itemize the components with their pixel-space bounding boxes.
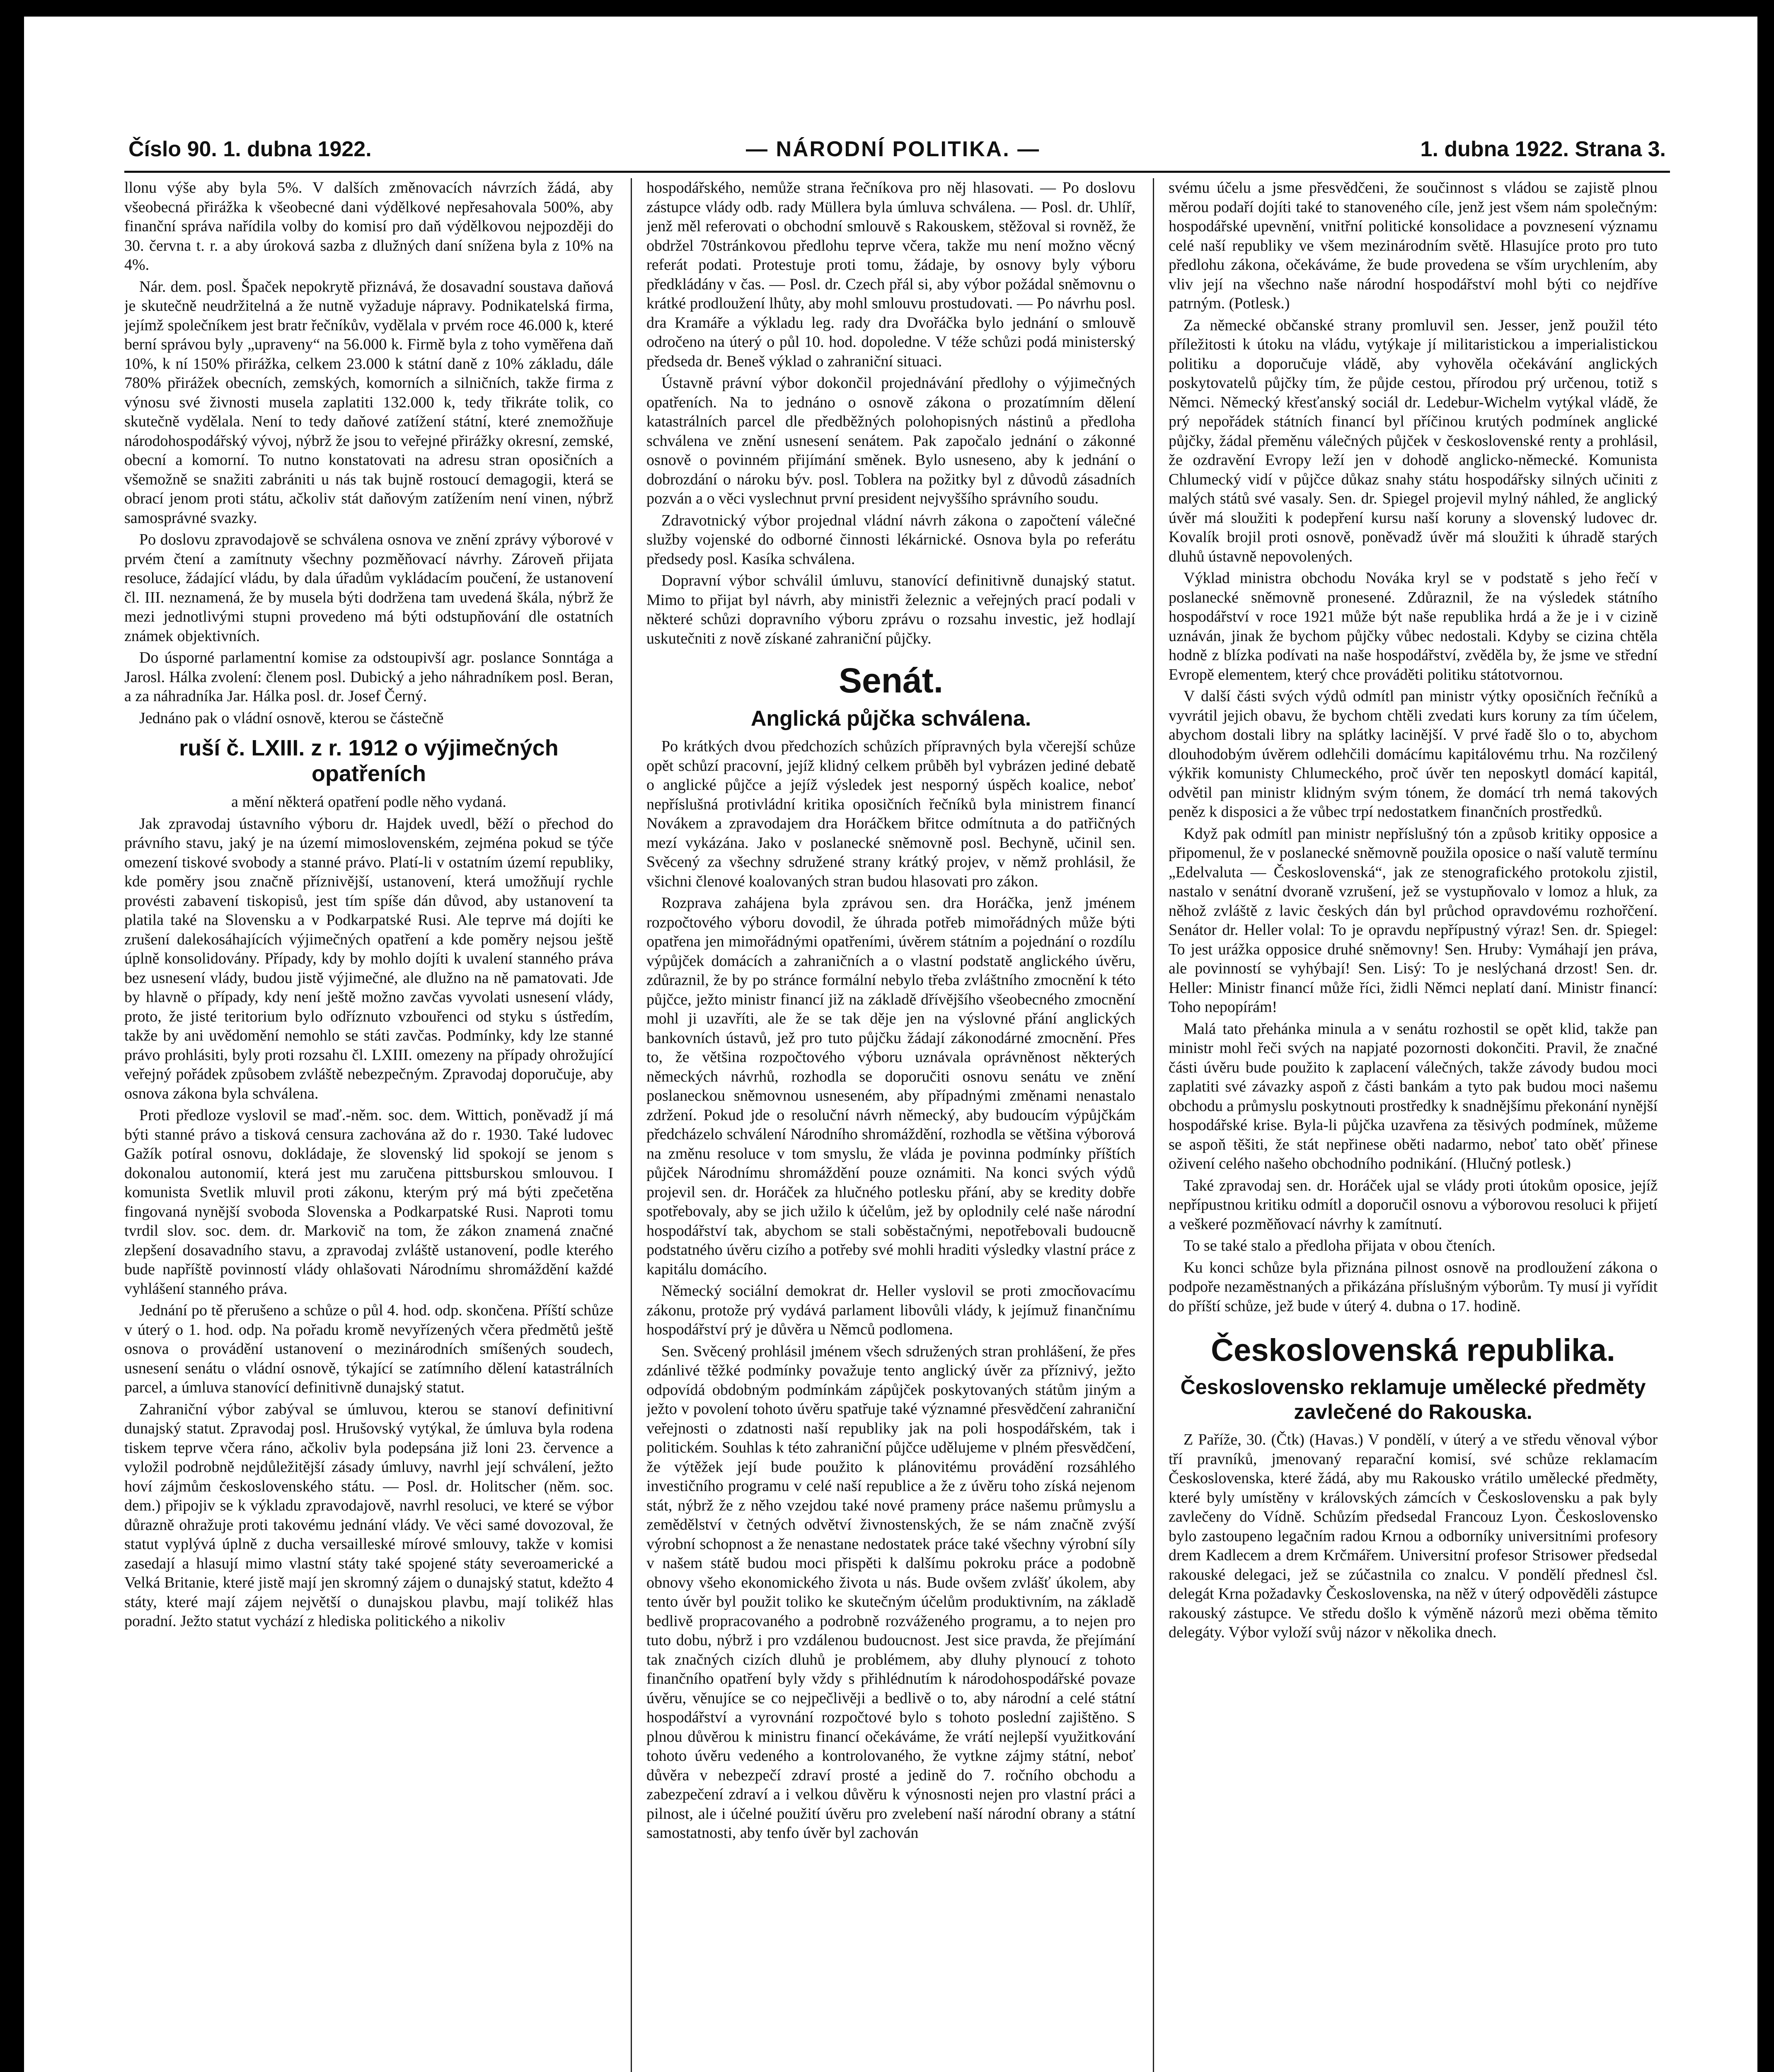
paragraph: Za německé občanské strany promluvil sen. Jesser, jenž použil této příležitosti k útoku na vládu, vytýkaje jí militaristickou a imperialistickou politiku a doporučuje vládě, aby vyhověla očekávání anglických poskytovatelů půjčky tím, že půjde cestou, přírodou prý určenou, totiž s Němci. Německý křesťanský sociál dr. Ledebur-Wichelm vytýkal vládě, že prý nepořádek státních financí byl příčinou krutých podmínek anglické půjčky, žádal přeměnu válečných půjček v československé renty a prohlásil, že ozdravění Evropy leží jen v dohodě anglicko-německé. Komunista Chlumecký vidí v půjčce důkaz snahy státu hospodářsky silných učiniti z malých států své vasaly. Sen. dr. Spiegel projevil mylný náhled, že anglický úvěr má sloužiti k podepření kursu naší koruny a slovenský ludovec dr. Kovalík brojil proti osnově, poněvadž úvěr má sloužiti k úhradě starých dluhů ústavně nepovolených. xyxy=(1169,316,1658,565)
column-divider xyxy=(1153,178,1154,2072)
scan-border-left xyxy=(0,0,24,2072)
page-header xyxy=(124,124,1670,170)
masthead-title: — NÁRODNÍ POLITIKA. — xyxy=(746,137,1041,161)
paragraph: To se také stalo a předloha přijata v obou čteních. xyxy=(1183,1237,1496,1254)
paragraph: Ku konci schůze byla přiznána pilnost osnově na prodloužení zákona o podpoře nezaměstnaných a přikázána příslušným výborům. Ty musí ji vyřídit do příští schůze, jež bude v úterý 4. dubna o 17. hodině. xyxy=(1169,1259,1658,1315)
paragraph: Nár. dem. posl. Špaček nepokrytě přiznává, že dosavadní soustava daňová je skutečně neudržitelná a že nutně vyžaduje nápravy. Podnikatelská firma, jejímž společníkem jest bratr řečníkův, vydělala v prvém roce 46.000 k, které berní správou byly „upraveny“ na 56.000 k. Firmě byla z toho vyměřena daň 10%, k ní 150% přirážka, celkem 23.000 k státní daně z 10% základu, dále 780% přirážek obecních, zemských, komorních a silničních, takže firma z výnosu své živnosti musela zaplatiti 132.000 k, tedy třikráte tolik, co skutečně vydělala. Není to tedy daňové zatížení státní, které znemožňuje národohospodářský vývoj, nýbrž že jsou to veřejné přirážky okresní, zemské, obecní a komorní. To nutno konstatovati na adresu stran oposičních a všemožně se snažiti zabrániti u nás tak bujně rostoucí demagogii, která se obrací jenom proti státu, ačkoliv stát daňovým zatížením není vinen, nýbrž samosprávné svazky. xyxy=(124,278,613,527)
paragraph: Jednáno pak o vládní osnově, kterou se částečně xyxy=(139,709,444,727)
paragraph: Ústavně právní výbor dokončil projednávání předlohy o výjimečných opatřeních. Na to jednáno o osnově zákona o prozatímním dělení katastrálních parcel dle předběžných polohopisných nástinů a předloha schválena ve znění usnesení senátem. Pak započalo jednání o zákonné osnově o povinném přijímání směnek. Bylo usneseno, aby k jednání o dobrozdání o nároku býv. posl. Toblera na požitky byl z důvodů zásadních pozván a o věci vyslechnut první president nejvyššího správního soudu. xyxy=(646,374,1135,507)
paragraph: Výklad ministra obchodu Nováka kryl se v podstatě s jeho řečí v poslanecké sněmovně pronesené. Zdůraznil, že na výsledek státního hospodářství v roce 1921 může být naše republika hrdá a že je i v cizině uznáván, jinak že bychom půjčky vůbec nedostali. Kdyby se cizina chtěla hodně z blízka podívati na naše hospodářství, zvěděla by, že jsme ve střední Evropě elementem, který chce prováděti politiku státotvornou. xyxy=(1169,569,1658,683)
paragraph: Rozprava zahájena byla zprávou sen. dra Horáčka, jenž jménem rozpočtového výboru dovodil, že úhrada potřeb mimořádných může býti opatřena jen mimořádnými opatřeními, úvěrem státním a pojednání o rozdílu výpůjček domácích a zahraničních a o vlastní podstatě anglického úvěru, zdůraznil, že by po stránce formální nebylo třeba zvláštního zmocnění k této půjčce, ježto ministr financí již na základě dřívějšího všeobecného zmocnění mohl ji uzavříti, ale že se tak děje jen na výslovné přání anglických bankovních ústavů, jež pro tuto půjčku žádají zákonodárné zmocnění. Přes to, že většina rozpočtového výboru uznávala oprávněnost některých německých návrhů, rozhodla se doporučiti osnovu senátu ve znění poslaneckou sněmovnou usneseném, aby případnými změnami nenastalo zdržení. Pokud jde o resoluční návrh německý, aby budoucím výpůjčkám předcházelo schválení Národního shromáždění, rozhodla se většina výborová na změnu resoluce v tom smyslu, že vláda je povinna podmínky příštích půjček Národnímu shromáždění pouze oznámiti. Na konci svých výdů projevil sen. dr. Horáček za hlučného potlesku přání, aby se kredity dobře spotřebovaly, aby se jich užilo k účelům, jež by oplodnily celé naše národní hospodářství tak, abychom se stali soběstačnými, nepotřebovali budoucně podstatného úvěru cizího a potřeby své mohli hraditi výsledky vlastní práce z kapitálu domácího. xyxy=(646,894,1135,1278)
paragraph: Také zpravodaj sen. dr. Horáček ujal se vlády proti útokům oposice, jejíž nepřípustnou kritiku odmítl a doporučil osnovu a výborovou resoluci k přijetí a veškeré pozměňovací návrhy k zamítnutí. xyxy=(1169,1176,1658,1233)
paragraph: Zahraniční výbor zabýval se úmluvou, kterou se stanoví definitivní dunajský statut. Zpravodaj posl. Hrušovský vytýkal, že úmluva byla rodena tiskem teprve včera ráno, ačkoliv byla podepsána již loni 23. července a vyložil podrobně nejdůležitější zásady úmluvy, navrhl její schválení, ježto hoví zájmům československého státu. — Posl. dr. Holitscher (něm. soc. dem.) připojiv se k výkladu zpravodajově, navrhl resoluci, ve které se výbor důrazně ohražuje proti takovému jednání vlády. Ve věci samé dovozoval, že statut vyplývá úplně z ducha versailleské mírové smlouvy, takže v komisi zasedají a hlasují mimo vlastní státy také spojené státy severoamerické a Velká Britanie, které jistě mají jen skromný zájem o dunajský statut, kdežto 4 státy, které mají zájem největší o dunajskou plavbu, mají tolikéž hlas poradní. Ježto statut vychází z hlediska politického a nikoliv xyxy=(124,1400,613,1630)
paragraph: Dopravní výbor schválil úmluvu, stanovící definitivně dunajský statut. Mimo to přijat byl návrh, aby ministři železnic a veřejných prací podali v některé schůzi dopravního výboru zprávu o rozsahu investic, jež hodlají uskutečniti z nově získané zahraniční půjčky. xyxy=(646,572,1135,647)
scan-border-top xyxy=(0,0,1774,17)
column-3 xyxy=(1169,178,1658,2072)
paragraph: Když pak odmítl pan ministr nepříslušný tón a způsob kritiky opposice a připomenul, že v poslanecké sněmovně použila oposice o naší valutě termínu „Edelvaluta — Československá“, jak ze stenografického protokolu zjistil, nastalo v senátní dvoraně vzrušení, jež se vystupňovalo v lomoz a hluk, za něhož zvláště z lavic českých dán byl průchod opravdovému rozhořčení. Senátor dr. Heller volal: To je opravdu nepřípustný výraz! Sen. dr. Spiegel: To jest urážka opposice druhé sněmovny! Sen. Hruby: Vymáhají jen práva, ale povinností se vyhýbají! Sen. Lisý: To je neslýchaná drzost! Sen. dr. Heller: Ministr financí může říci, židli Němci neplatí daní. Ministr financí: Toho nepopírám! xyxy=(1169,825,1658,1016)
section-heading: ruší č. LXIII. z r. 1912 o výjimečných opatřeních xyxy=(179,736,559,786)
newspaper-page xyxy=(124,124,1670,2072)
section-heading-senate: Senát. xyxy=(838,661,944,700)
header-rule xyxy=(124,171,1670,173)
column-divider xyxy=(631,178,632,2072)
paragraph: Po krátkých dvou předchozích schůzích přípravných byla včerejší schůze opět schůzí pracovní, jejíž klidný celkem průběh byl vybrázen jediné debatě o anglické půjčce a jejíž výsledek jest nesporný úspěch koalice, neboť nepříslušná protivládní kritika oposičních řečníků byla ministrem financí Novákem a zpravodajem dra Horáčkem břitce odmítnuta a do patřičných mezí vykázána. Jako v poslanecké sněmovně posl. Bechyně, učinil sen. Svěcený za všechny sdružené strany krátký projev, v němž prohlásil, že všichni členové koalovaných stran budou hlasovati pro zákon. xyxy=(646,738,1135,890)
paragraph: Po doslovu zpravodajově se schválena osnova ve znění zprávy výborové v prvém čtení a zamítnuty všechny pozměňovací návrhy. Zároveň přijata resoluce, žádající vládu, by dala úřadům vykládacím poučení, že ustanovení čl. III. neznamená, že by musela býti dodržena tam uvedená škála, nýbrž že mezi jednotlivými stupni provedeno má býti odstupňování dle ostatních známek objektivních. xyxy=(124,531,613,645)
paragraph: V další části svých výdů odmítl pan ministr výtky oposičních řečníků a vyvrátil jejich obavu, že bychom chtěli zvedati kurs koruny za tím účelem, abychom dostali libry na splátky lacinější. V prvé řadě šlo o to, abychom dlouhodobým úvěrem odlehčili domácímu kapitálovému trhu. Na rozčilený výkřik komunisty Chlumeckého, proč úvěr ten neposkytl domácí kapitál, odvětil pan ministr klidným svým tónem, že domácí trh nemá takových peněz k disposici a že vůbec trpí nedostatkem finančních prostředků. xyxy=(1169,687,1658,821)
paragraph: a mění některá opatření podle něho vydaná. xyxy=(231,793,506,811)
issue-number-date: Číslo 90. 1. dubna 1922. xyxy=(128,137,372,161)
paragraph: Malá tato přehánka minula a v senátu rozhostil se opět klid, takže pan ministr mohl řeči svých na napjaté pozornosti dokončiti. Pravil, že značné části úvěru bude použito k zaplacení válečných, takže závody budou moci zaplatiti své závazky aspoň z části bankám a tyto pak budou moci našemu obchodu a průmyslu poskytnouti prostředky k snadnějšímu překonání nynější hospodářské krise. Byla-li půjčka uzavřena za těsivých podmínek, můžeme se aspoň těšiti, že stát nepřinese oběti nadarmo, neboť tato oběť přinese oživení celého našeho obchodního podnikání. (Hlučný potlesk.) xyxy=(1169,1020,1658,1172)
scan-border-right xyxy=(1757,0,1774,2072)
date-page-number: 1. dubna 1922. Strana 3. xyxy=(1420,137,1666,161)
paragraph: Do úsporné parlamentní komise za odstoupivší agr. poslance Sonntága a Jarosl. Hálka zvolení: členem posl. Dubický a jeho náhradníkem posl. Beran, a za náhradníka Jar. Hálka posl. dr. Josef Černý. xyxy=(124,649,613,705)
column-1 xyxy=(124,178,613,2072)
paragraph: Proti předloze vyslovil se maď.-něm. soc. dem. Wittich, poněvadž jí má býti stanné právo a tisková censura zachována až do r. 1930. Také ludovec Gažík potíral osnovu, dokládaje, že slovenský lid spokojí se jenom s dokonalou autonomií, která jest mu zaručena pittsburskou smlouvou. I komunista Svetlik mluvil proti zákonu, kterým prý má býti zpečetěna fingovaná nynější svoboda Slovenska a Podkarpatské Rusi. Naproti tomu tvrdil slov. soc. dem. dr. Markovič na tom, že zákon znamená značné zlepšení dosavadního stavu, a zpravodaj zvláště ustanovení, podle kterého bude napříště povinností vlády ohlašovati Národnímu shromáždění každé vyhlášení stanného práva. xyxy=(124,1106,613,1297)
paragraph: Zdravotnický výbor projednal vládní návrh zákona o započtení válečné služby vojenské do odborné činnosti lékárnické. Osnova byla po referátu předsedy posl. Kasíka schválena. xyxy=(646,511,1135,568)
paragraph: Sen. Svěcený prohlásil jménem všech sdružených stran prohlášení, že přes zdánlivé těžké podmínky považuje tento anglický úvěr za příznivý, ježto odpovídá obdobným podmínkám zápůjček poskytovaných státům jiným a ježto v povolení tohoto úvěru spatřuje také významné přesvědčení zahraniční veřejnosti o zdatnosti naší republiky jak na poli hospodářském, tak i politickém. Souhlas k této zahraniční půjčce udělujeme v plném přesvědčení, že výtěžek její bude použito k plánovitému provádění rozsáhlého investičního programu v celé naší republice a že z úvěru toho získá nejenom stát, nýbrž že z něho vzejdou také nové prameny práce našemu průmyslu a zemědělství v četných odvětví živnostenských, že se nám značně zvýší výrobní schopnost a že nenastane nedostatek práce také všechny výrobní síly v našem státě budou moci přispěti k dalšímu pokroku práce a podobně obnovy všeho ekonomického života u nás. Bude ovšem zvlášť úkolem, aby tento úvěr byl použit toliko ke skutečným účelům produktivním, na základě bedlivě propracovaného a podrobně rozváženého programu, a to nejen pro tuto dobu, nýbrž i pro vzdálenou budoucnost. Jest sice pravda, že přejímání tak značných cizích dluhů je problémem, aby dluhy plynoucí z tohoto finančního opatření byly vždy s přihlédnutím k národohospodářské povaze úvěru, věnujíce se co nejpečlivěji a bedlivě o to, aby národní a celé státní hospodářství a vyrovnání rozpočtové bylo s tohoto poslední zajištěno. S plnou důvěrou k ministru financí očekáváme, že vrátí nejlepší využitkování tohoto úvěru vedeného a kontrolovaného, že vytkne zájmy státní, neboť důvěra v nebezpečí zdraví prosté a jedině do 7. ročního obchodu a zabezpečení zdraví a i velkou důvěru k výnosnosti nejen pro vlastní práci a pilnost, ale i účelné použití úvěru pro zvelebení naší národní obrany a státní samostatnosti, aby tenfo úvěr byl zachován xyxy=(646,1342,1135,1842)
paragraph: Německý sociální demokrat dr. Heller vyslovil se proti zmocňovacímu zákonu, protože prý vydává parlament libovůli vlády, k jejímuž finančnímu hospodářství prý je důvěra u Němců podlomena. xyxy=(646,1282,1135,1338)
paragraph: svému účelu a jsme přesvědčeni, že součinnost s vládou se zajistě plnou měrou podaří dojíti také to stanoveného cíle, jenž jest všem nám společným: hospodářské upevnění, vnitřní politické konsolidace a povznesení významu celé naší republiky ve všem mezinárodním světě. Hlasujíce proto pro tuto předlohu zákona, očekáváme, že bude provedena se vším urychlením, aby vliv její na všechno naše národní hospodářství mohl býti co nejdříve patrným. (Potlesk.) xyxy=(1169,179,1658,312)
section-heading-republic: Československá republika. xyxy=(1211,1333,1615,1368)
column-2 xyxy=(646,178,1135,2072)
subheading: Anglická půjčka schválena. xyxy=(750,707,1031,731)
paragraph: llonu výše aby byla 5%. V dalších změnovacích návrzích žádá, aby všeobecná přirážka k všeobecné dani výdělkové nepřesahovala 500%, aby finanční správa nařídila volby do komisí pro daň výdělkovou nejpozději do 30. června t. r. a aby úroková sazba z dlužných daní snížena byla z 10% na 4%. xyxy=(124,179,613,274)
paragraph: hospodářského, nemůže strana řečníkova pro něj hlasovati. — Po doslovu zástupce vlády odb. rady Müllera byla úmluva schválena. — Posl. dr. Uhlíř, jenž měl referovati o obchodní smlouvě s Rakouskem, stěžoval si rovněž, že obdržel 70stránkovou předlohu teprve včera, takže mu není možno věcný referát podati. Protestuje proti tomu, žádaje, by osnovy byly výboru předkládány v čas. — Posl. dr. Czech přál si, aby výbor požádal sněmovnu o krátké prodloužení lhůty, aby mohl smlouvu prostudovati. — Po návrhu posl. dra Kramáře a výkladu leg. rady dra Dvořáčka bylo jednání o smlouvě odročeno na úterý o půl 10. hod. dopoledne. V téže schůzi podá ministerský předseda dr. Beneš výklad o zahraniční situaci. xyxy=(646,179,1135,370)
paragraph: Jednání po tě přerušeno a schůze o půl 4. hod. odp. skončena. Příští schůze v úterý o 1. hod. odp. Na pořadu kromě nevyřízených včera předmětů ještě osnova o provádění ustanovení o mezinárodních smíšených soudech, usnesení senátu o vládní osnově, týkající se zatímního dělení katastrálních parcel, a úmluva stanovící definitivně dunajský statut. xyxy=(124,1302,613,1396)
paragraph: Jak zpravodaj ústavního výboru dr. Hajdek uvedl, běží o přechod do právního stavu, jaký je na území mimoslovenském, zejména pokud se týče omezení tiskové svobody a stanné právo. Platí-li v ostatním území republiky, kde poměry jsou značně příznivější, ustanovení, která umožňují rychle provésti zabavení tiskopisů, jest tím spíše dán důvod, aby ustanovení ta platila také na Slovensku a v Podkarpatské Rusi. Ale teprve má dojíti ke zrušení dalekosáhajících výjimečných opatření a kde poměry nejsou ještě úplně konsolidovány. Případy, kdy by mohlo dojíti k uvalení stanného práva bez usnesení vlády, budou jistě výjimečné, ale dlužno na ně pamatovati. Jde by hlavně o případy, kdy není ještě možno zavčas vyvolati usnesení vlády, proto, že jisté teritorium bylo odříznuto vzbouřenci od styku s ústředím, takže by ani uvědomění nemohlo se státi zavčas. Podmínky, kdy lze stanné právo prohlásiti, byly proti rozsahu čl. LXIII. omezeny na případy ohrožující veřejný pořádek způsobem zvláště nebezpečným. Zpravodaj doporučuje, aby osnova zákona byla schválena. xyxy=(124,815,613,1102)
paragraph: Z Paříže, 30. (Čtk) (Havas.) V pondělí, v úterý a ve středu věnoval výbor tří pravníků, jmenovaný reparační komisí, své schůze reklamacím Československa, které žádá, aby mu Rakousko vrátilo umělecké předměty, které byly umístěny v královských zámcích v Československu a pak byly zavlečeny do Vídně. Schůzím předsedal Francouz Lyon. Československo bylo zastoupeno legačním radou Krnou a odborníky universitními profesory drem Kadlecem a drem Krčmářem. Universitní profesor Strisower předsedal rakouské delegaci, jež se zúčastnila co znalcu. V pondělí přednesl čsl. delegát Krna požadavky Československa, na něž v úterý odpověděli zástupce rakouský zástupce. Ve středu došlo k výměně názorů mezi oběma těmito delegáty. Výbor vyloží svůj názor v několika dnech. xyxy=(1169,1431,1658,1641)
subheading: Československo reklamuje umělecké předměty zavlečené do Rakouska. xyxy=(1180,1375,1646,1423)
